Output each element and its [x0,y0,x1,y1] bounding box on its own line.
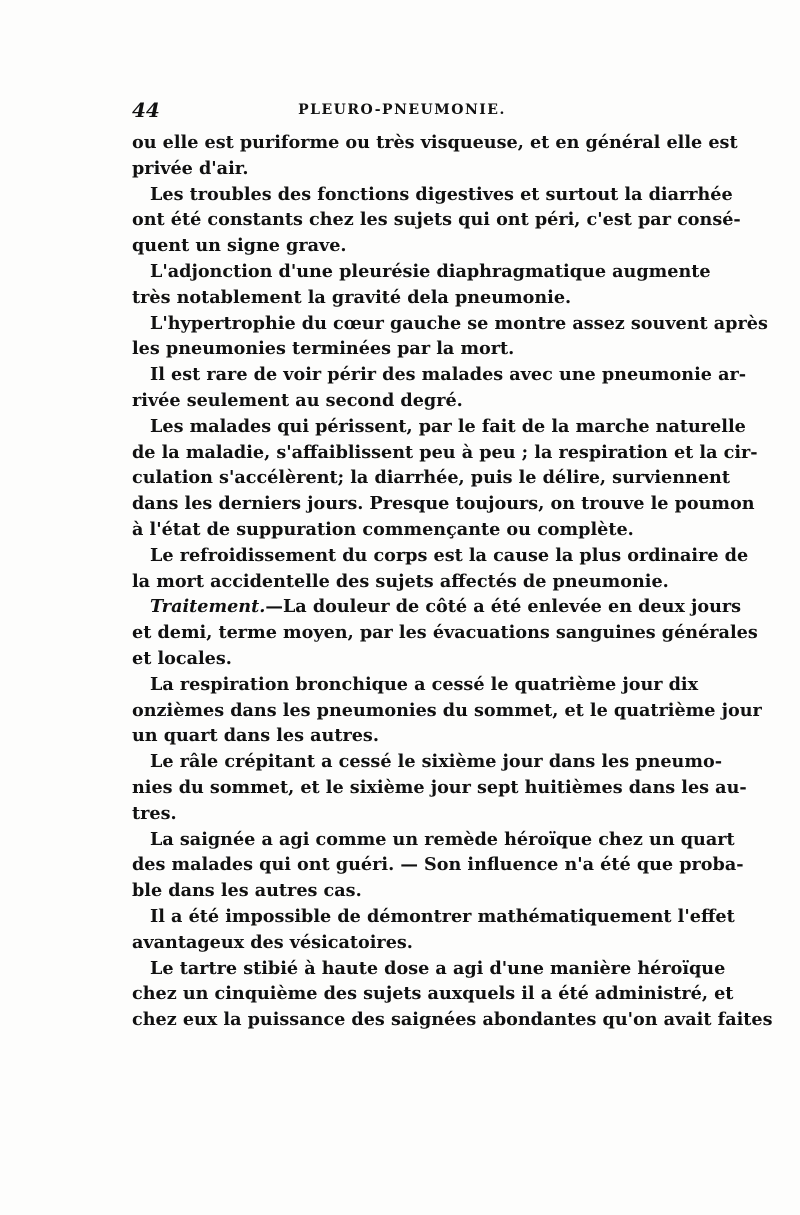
text-line: ont été constants chez les sujets qui ont péri, c'est par consé- [132,209,741,231]
text-line: ble dans les autres cas. [132,880,362,902]
text-line: nies du sommet, et le sixième jour sept huitièmes dans les au- [132,776,747,798]
text-line: onzièmes dans les pneumonies du sommet, et le quatrième jour [132,699,762,721]
text-line: la mort accidentelle des sujets affectés de pneumonie. [132,570,669,592]
text-line: chez un cinquième des sujets auxquels il a été administré, et [132,983,734,1005]
text-line: La saignée a agi comme un remède héroïque chez un quart [150,828,735,850]
text-line: et demi, terme moyen, par les évacuations sanguines générales [132,622,758,644]
text-line: un quart dans les autres. [132,725,379,747]
text-line: Il a été impossible de démontrer mathématiquement l'effet [150,905,735,927]
running-title: PLEURO-PNEUMONIE. [298,102,506,118]
text-line: quent un signe grave. [132,235,347,257]
text-line: L'hypertrophie du cœur gauche se montre assez souvent après [150,312,768,334]
text-line: chez eux la puissance des saignées abondantes qu'on avait faites [132,1009,773,1031]
text-line: culation s'accélèrent; la diarrhée, puis le délire, surviennent [132,467,730,489]
text-line [132,594,742,620]
text-line: L'adjonction d'une pleurésie diaphragmatique augmente [150,260,711,282]
text-line-rest: —La douleur de côté a été enlevée en deux jours [265,596,742,618]
text-line: ou elle est puriforme ou très visqueuse, et en général elle est [132,132,738,153]
text-line: Le tartre stibié à haute dose a agi d'une manière héroïque [150,957,726,979]
text-line: La respiration bronchique a cessé le quatrième jour dix [150,673,699,695]
page-header [132,98,672,126]
text-line: des malades qui ont guéri. — Son influence n'a été que proba- [132,854,744,876]
text-line: tres. [132,802,177,824]
text-line: avantageux des vésicatoires. [132,931,413,953]
text-line: à l'état de suppuration commençante ou complète. [132,518,634,540]
text-line: les pneumonies terminées par la mort. [132,338,515,360]
page-number: 44 [132,98,160,122]
text-line: Il est rare de voir périr des malades avec une pneumonie ar- [150,364,747,386]
text-line: Les troubles des fonctions digestives et surtout la diarrhée [150,183,733,205]
section-heading: Traitement. [150,596,266,618]
text-line: Les malades qui périssent, par le fait de la marche naturelle [150,415,746,437]
text-line: rivée seulement au second degré. [132,389,463,411]
text-line: dans les derniers jours. Presque toujours, on trouve le poumon [132,493,755,515]
text-line: privée d'air. [132,157,249,179]
text-line: de la maladie, s'affaiblissent peu à peu ; la respiration et la cir- [132,441,758,463]
text-line: et locales. [132,647,232,669]
text-line: Le râle crépitant a cessé le sixième jour dans les pneumo- [150,751,722,773]
text-line: Le refroidissement du corps est la cause la plus ordinaire de [150,544,749,566]
text-line: très notablement la gravité dela pneumonie. [132,286,572,308]
body-text [132,130,773,1033]
